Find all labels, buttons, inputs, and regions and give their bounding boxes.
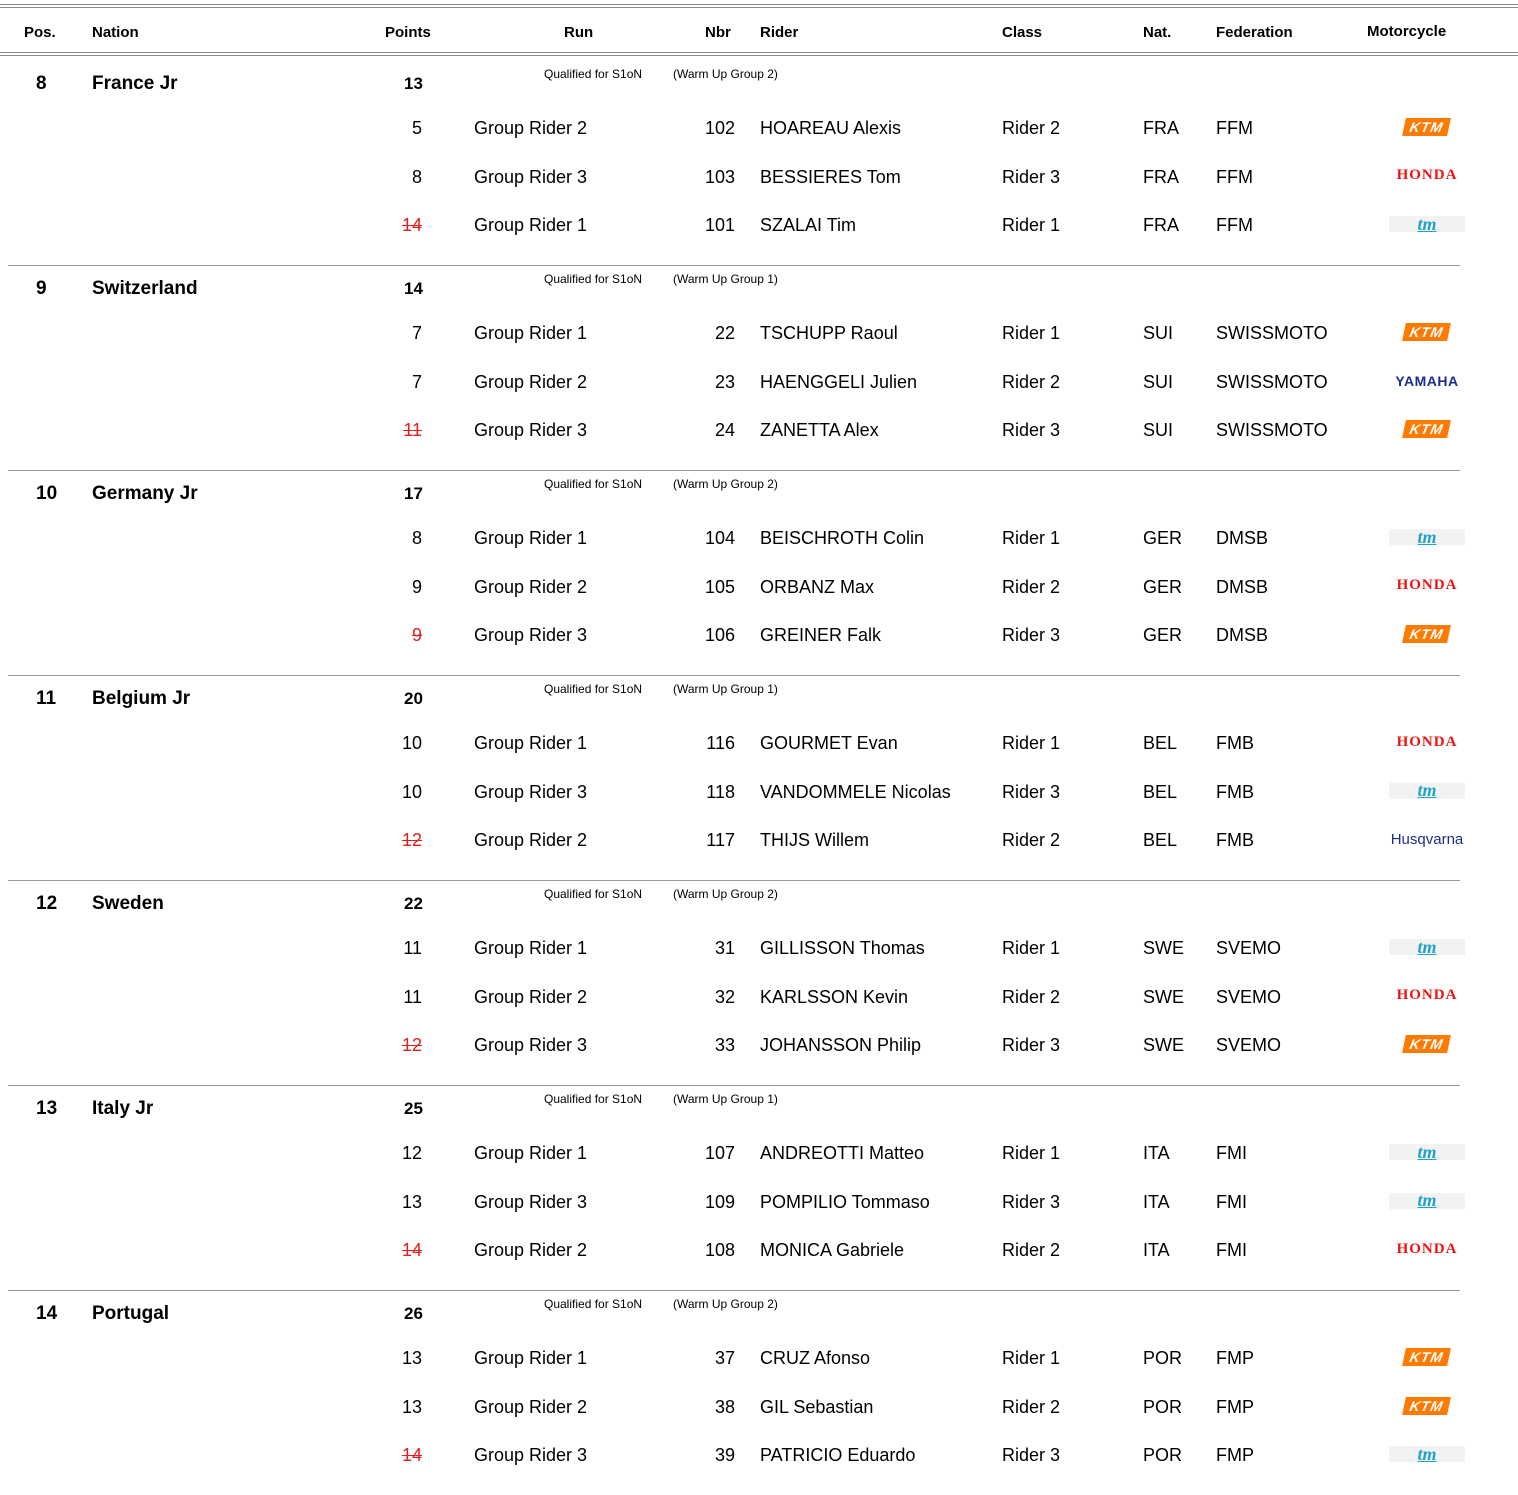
nation-name: France Jr xyxy=(92,73,178,94)
rider-name: KARLSSON Kevin xyxy=(760,986,909,1007)
nation-group xyxy=(0,1085,1518,1290)
qualified-note: Qualified for S1oN xyxy=(544,682,643,696)
ktm-logo: KTM xyxy=(1388,116,1466,138)
rider-class: Rider 2 xyxy=(1002,1396,1061,1417)
rider-points: 12 xyxy=(401,1143,422,1163)
rider-number: 22 xyxy=(714,323,735,343)
table-row xyxy=(0,323,1518,367)
nation-position: 13 xyxy=(36,1098,58,1119)
ktm-logo: KTM xyxy=(1388,1346,1466,1368)
tm-logo: tm xyxy=(1388,936,1466,958)
top-rule xyxy=(0,7,1518,8)
rider-number: 108 xyxy=(704,1240,735,1260)
rider-number: 33 xyxy=(714,1035,735,1055)
rider-points: 11 xyxy=(403,938,422,958)
rider-run: Group Rider 1 xyxy=(474,1348,588,1368)
rider-number: 101 xyxy=(704,215,735,235)
nation-position: 8 xyxy=(36,73,47,94)
rider-number: 23 xyxy=(714,371,735,392)
honda-logo: HONDA xyxy=(1396,577,1458,593)
rider-name: GILLISSON Thomas xyxy=(760,938,925,958)
nation-points: 25 xyxy=(404,1099,423,1118)
rider-name: GREINER Falk xyxy=(760,625,882,645)
nation-group xyxy=(0,675,1518,880)
rider-class: Rider 2 xyxy=(1002,118,1061,138)
rider-number: 24 xyxy=(714,420,735,440)
rider-points: 9 xyxy=(411,576,422,597)
rider-number: 38 xyxy=(714,1396,735,1417)
table-row xyxy=(0,1143,1518,1187)
rider-run: Group Rider 2 xyxy=(474,986,588,1007)
rider-name: HAENGGELI Julien xyxy=(760,371,918,392)
header-pos: Pos. xyxy=(24,24,56,41)
table-row xyxy=(0,420,1518,464)
header-points: Points xyxy=(385,24,431,41)
rider-name: BESSIERES Tom xyxy=(760,166,901,187)
nation-position: 10 xyxy=(36,483,58,504)
nation-name: Switzerland xyxy=(92,278,198,299)
rider-run: Group Rider 1 xyxy=(474,938,588,958)
nation-position: 9 xyxy=(36,278,47,299)
rider-number: 39 xyxy=(714,1445,735,1465)
warmup-group-note: (Warm Up Group 2) xyxy=(673,887,778,901)
nation-group xyxy=(0,880,1518,1085)
tm-logo: tm xyxy=(1388,780,1466,802)
rider-number: 32 xyxy=(714,986,735,1007)
rider-points: 10 xyxy=(401,781,422,802)
table-row xyxy=(0,528,1518,572)
rider-class: Rider 3 xyxy=(1002,1445,1061,1465)
warmup-group-note: (Warm Up Group 2) xyxy=(673,67,778,81)
nation-points: 22 xyxy=(404,894,423,913)
tm-logo: tm xyxy=(1388,526,1466,548)
rider-class: Rider 3 xyxy=(1002,625,1061,645)
table-row xyxy=(0,1240,1518,1284)
rider-number: 118 xyxy=(706,781,735,802)
rider-number: 117 xyxy=(706,830,735,850)
rider-run: Group Rider 1 xyxy=(474,528,588,548)
rider-number: 109 xyxy=(704,1191,735,1212)
rider-name: ANDREOTTI Matteo xyxy=(760,1143,925,1163)
husqvarna-logo: Husqvarna xyxy=(1390,830,1464,848)
group-divider xyxy=(8,1085,1460,1086)
table-row xyxy=(0,625,1518,669)
rider-nationality: BEL xyxy=(1143,830,1178,850)
rider-number: 104 xyxy=(704,528,735,548)
rider-name: SZALAI Tim xyxy=(760,215,857,235)
tm-logo: tm xyxy=(1388,1443,1466,1465)
rider-nationality: POR xyxy=(1143,1348,1183,1368)
rider-federation: DMSB xyxy=(1216,576,1269,597)
rider-class: Rider 1 xyxy=(1002,938,1061,958)
rider-federation: FFM xyxy=(1216,118,1253,138)
nation-name: Germany Jr xyxy=(92,483,198,504)
rider-run: Group Rider 1 xyxy=(474,733,588,753)
nation-group xyxy=(0,1290,1518,1495)
nation-group xyxy=(0,60,1518,265)
rider-points: 14 xyxy=(401,1240,422,1260)
nation-points: 20 xyxy=(404,689,423,708)
rider-class: Rider 3 xyxy=(1002,1191,1061,1212)
honda-logo: HONDA xyxy=(1396,987,1458,1003)
header-federation: Federation xyxy=(1216,24,1293,41)
warmup-group-note: (Warm Up Group 2) xyxy=(673,1297,778,1311)
rider-class: Rider 2 xyxy=(1002,371,1061,392)
rider-number: 37 xyxy=(714,1348,735,1368)
rider-run: Group Rider 1 xyxy=(474,215,588,235)
rider-class: Rider 1 xyxy=(1002,323,1061,343)
rider-run: Group Rider 2 xyxy=(474,1240,588,1260)
rider-points: 14 xyxy=(401,215,422,235)
nation-points: 13 xyxy=(404,74,423,93)
header-run: Run xyxy=(564,24,594,41)
rider-class: Rider 1 xyxy=(1002,733,1061,753)
nation-points: 14 xyxy=(404,279,423,298)
rider-federation: SVEMO xyxy=(1216,938,1282,958)
rider-name: PATRICIO Eduardo xyxy=(760,1445,916,1465)
rider-nationality: SUI xyxy=(1143,371,1174,392)
header-motorcycle: Motorcycle xyxy=(1367,23,1447,40)
rider-points: 11 xyxy=(403,420,422,440)
qualified-note: Qualified for S1oN xyxy=(544,272,643,286)
rider-run: Group Rider 3 xyxy=(474,1445,588,1465)
rider-nationality: FRA xyxy=(1143,166,1179,187)
rider-name: BEISCHROTH Colin xyxy=(760,528,925,548)
group-divider xyxy=(8,265,1460,266)
rider-number: 105 xyxy=(704,576,735,597)
honda-logo: HONDA xyxy=(1396,733,1458,750)
rider-federation: FMI xyxy=(1216,1240,1247,1260)
rider-federation: FMP xyxy=(1216,1348,1254,1368)
group-divider xyxy=(8,880,1460,881)
rider-name: CRUZ Afonso xyxy=(760,1348,871,1368)
nation-points: 17 xyxy=(404,484,423,503)
table-row xyxy=(0,1192,1518,1236)
rider-name: GOURMET Evan xyxy=(760,733,898,753)
rider-run: Group Rider 2 xyxy=(474,118,588,138)
table-row xyxy=(0,733,1518,777)
qualified-note: Qualified for S1oN xyxy=(544,1092,643,1106)
honda-logo: HONDA xyxy=(1396,1240,1458,1257)
rider-run: Group Rider 3 xyxy=(474,625,588,645)
ktm-logo: KTM xyxy=(1388,623,1466,645)
rider-name: MONICA Gabriele xyxy=(760,1240,905,1260)
header-nat: Nat. xyxy=(1143,24,1172,41)
rider-number: 107 xyxy=(704,1143,735,1163)
rider-federation: FMB xyxy=(1216,830,1254,850)
tm-logo: tm xyxy=(1388,1190,1466,1212)
tm-logo: tm xyxy=(1388,1141,1466,1163)
rider-nationality: GER xyxy=(1143,576,1183,597)
rider-run: Group Rider 2 xyxy=(474,576,588,597)
rider-name: TSCHUPP Raoul xyxy=(760,323,898,343)
rider-run: Group Rider 2 xyxy=(474,830,588,850)
nation-group xyxy=(0,265,1518,470)
rider-nationality: BEL xyxy=(1143,733,1178,753)
header-class: Class xyxy=(1002,24,1043,41)
table-row xyxy=(0,167,1518,211)
rider-points: 11 xyxy=(403,986,422,1007)
rider-points: 14 xyxy=(401,1445,422,1465)
ktm-logo: KTM xyxy=(1388,1395,1466,1417)
rider-nationality: POR xyxy=(1143,1396,1183,1417)
rider-points: 12 xyxy=(401,830,422,850)
rider-run: Group Rider 2 xyxy=(474,1396,588,1417)
rider-nationality: SWE xyxy=(1143,986,1185,1007)
rider-points: 10 xyxy=(401,733,422,753)
nation-name: Portugal xyxy=(92,1303,170,1324)
table-row xyxy=(0,577,1518,621)
table-row xyxy=(0,830,1518,874)
qualified-note: Qualified for S1oN xyxy=(544,477,643,491)
rider-nationality: SWE xyxy=(1143,938,1185,958)
header-nation: Nation xyxy=(92,24,139,41)
rider-class: Rider 3 xyxy=(1002,781,1061,802)
table-row xyxy=(0,782,1518,826)
rider-points: 8 xyxy=(411,528,422,548)
rider-run: Group Rider 2 xyxy=(474,371,588,392)
rider-class: Rider 1 xyxy=(1002,1348,1061,1368)
rider-nationality: POR xyxy=(1143,1445,1183,1465)
rider-class: Rider 2 xyxy=(1002,1240,1061,1260)
rider-class: Rider 1 xyxy=(1002,215,1061,235)
rider-points: 7 xyxy=(411,371,422,392)
rider-class: Rider 2 xyxy=(1002,830,1061,850)
header-rider: Rider xyxy=(760,24,799,41)
rider-points: 8 xyxy=(411,166,422,187)
rider-run: Group Rider 3 xyxy=(474,1035,588,1055)
rider-nationality: ITA xyxy=(1143,1143,1170,1163)
qualified-note: Qualified for S1oN xyxy=(544,887,643,901)
header-nbr: Nbr xyxy=(705,24,731,41)
rider-nationality: FRA xyxy=(1143,215,1179,235)
rider-federation: FMI xyxy=(1216,1143,1247,1163)
rider-class: Rider 3 xyxy=(1002,1035,1061,1055)
nation-name: Sweden xyxy=(92,893,164,914)
rider-name: GIL Sebastian xyxy=(760,1396,874,1417)
rider-number: 103 xyxy=(704,166,735,187)
rider-points: 9 xyxy=(411,625,422,645)
rider-run: Group Rider 3 xyxy=(474,781,588,802)
rider-federation: FFM xyxy=(1216,215,1253,235)
rider-nationality: GER xyxy=(1143,625,1183,645)
honda-logo: HONDA xyxy=(1396,167,1458,183)
table-row xyxy=(0,1397,1518,1441)
rider-nationality: GER xyxy=(1143,528,1183,548)
table-row xyxy=(0,987,1518,1031)
rider-class: Rider 3 xyxy=(1002,166,1061,187)
group-divider xyxy=(8,1290,1460,1291)
rider-points: 13 xyxy=(401,1348,422,1368)
rider-federation: FMP xyxy=(1216,1396,1254,1417)
rider-points: 7 xyxy=(411,323,422,343)
nation-position: 12 xyxy=(36,893,58,914)
tm-logo: tm xyxy=(1388,213,1466,235)
header-rule xyxy=(0,55,1518,56)
table-row xyxy=(0,1035,1518,1079)
rider-number: 31 xyxy=(714,938,735,958)
rider-points: 5 xyxy=(411,118,422,138)
rider-class: Rider 3 xyxy=(1002,420,1061,440)
rider-name: VANDOMMELE Nicolas xyxy=(760,781,951,802)
rider-run: Group Rider 3 xyxy=(474,1191,588,1212)
rider-federation: DMSB xyxy=(1216,625,1269,645)
rider-class: Rider 1 xyxy=(1002,1143,1061,1163)
rider-federation: FMP xyxy=(1216,1445,1254,1465)
table-row xyxy=(0,215,1518,259)
nation-name: Belgium Jr xyxy=(92,688,191,709)
rider-run: Group Rider 3 xyxy=(474,166,588,187)
rider-nationality: FRA xyxy=(1143,118,1179,138)
rider-name: ORBANZ Max xyxy=(760,576,875,597)
rider-points: 12 xyxy=(401,1035,422,1055)
rider-federation: FMB xyxy=(1216,733,1254,753)
rider-run: Group Rider 3 xyxy=(474,420,588,440)
rider-nationality: SWE xyxy=(1143,1035,1185,1055)
warmup-group-note: (Warm Up Group 1) xyxy=(673,1092,778,1106)
ktm-logo: KTM xyxy=(1388,418,1466,440)
header-rule xyxy=(0,52,1518,53)
rider-nationality: ITA xyxy=(1143,1191,1170,1212)
rider-number: 102 xyxy=(704,118,735,138)
warmup-group-note: (Warm Up Group 1) xyxy=(673,682,778,696)
group-divider xyxy=(8,675,1460,676)
top-rule xyxy=(0,4,1518,5)
rider-points: 13 xyxy=(401,1396,422,1417)
rider-number: 116 xyxy=(706,733,735,753)
rider-federation: FMB xyxy=(1216,781,1254,802)
rider-class: Rider 1 xyxy=(1002,528,1061,548)
rider-nationality: ITA xyxy=(1143,1240,1170,1260)
warmup-group-note: (Warm Up Group 1) xyxy=(673,272,778,286)
rider-name: THIJS Willem xyxy=(760,830,869,850)
rider-nationality: SUI xyxy=(1143,420,1174,440)
rider-nationality: SUI xyxy=(1143,323,1174,343)
rider-class: Rider 2 xyxy=(1002,986,1061,1007)
warmup-group-note: (Warm Up Group 2) xyxy=(673,477,778,491)
ktm-logo: KTM xyxy=(1388,1033,1466,1055)
rider-name: JOHANSSON Philip xyxy=(760,1035,922,1055)
rider-federation: SVEMO xyxy=(1216,1035,1282,1055)
rider-class: Rider 2 xyxy=(1002,576,1061,597)
nation-group xyxy=(0,470,1518,675)
rider-name: ZANETTA Alex xyxy=(760,420,879,440)
rider-federation: SWISSMOTO xyxy=(1216,420,1328,440)
nation-position: 14 xyxy=(36,1303,58,1324)
rider-nationality: BEL xyxy=(1143,781,1178,802)
table-row xyxy=(0,118,1518,162)
table-row xyxy=(0,1445,1518,1489)
table-row xyxy=(0,938,1518,982)
rider-federation: FMI xyxy=(1216,1191,1247,1212)
rider-federation: DMSB xyxy=(1216,528,1269,548)
rider-federation: FFM xyxy=(1216,166,1253,187)
ktm-logo: KTM xyxy=(1388,321,1466,343)
nation-position: 11 xyxy=(36,688,57,709)
rider-number: 106 xyxy=(704,625,735,645)
yamaha-logo: YAMAHA xyxy=(1395,372,1459,389)
rider-name: HOAREAU Alexis xyxy=(760,118,902,138)
group-divider xyxy=(8,470,1460,471)
nation-points: 26 xyxy=(404,1304,423,1323)
rider-run: Group Rider 1 xyxy=(474,1143,588,1163)
rider-name: POMPILIO Tommaso xyxy=(760,1191,930,1212)
table-row xyxy=(0,1348,1518,1392)
qualified-note: Qualified for S1oN xyxy=(544,1297,643,1311)
rider-run: Group Rider 1 xyxy=(474,323,588,343)
rider-points: 13 xyxy=(401,1191,422,1212)
rider-federation: SVEMO xyxy=(1216,986,1282,1007)
rider-federation: SWISSMOTO xyxy=(1216,323,1328,343)
table-row xyxy=(0,372,1518,416)
rider-federation: SWISSMOTO xyxy=(1216,371,1328,392)
qualified-note: Qualified for S1oN xyxy=(544,67,643,81)
nation-name: Italy Jr xyxy=(92,1098,154,1119)
